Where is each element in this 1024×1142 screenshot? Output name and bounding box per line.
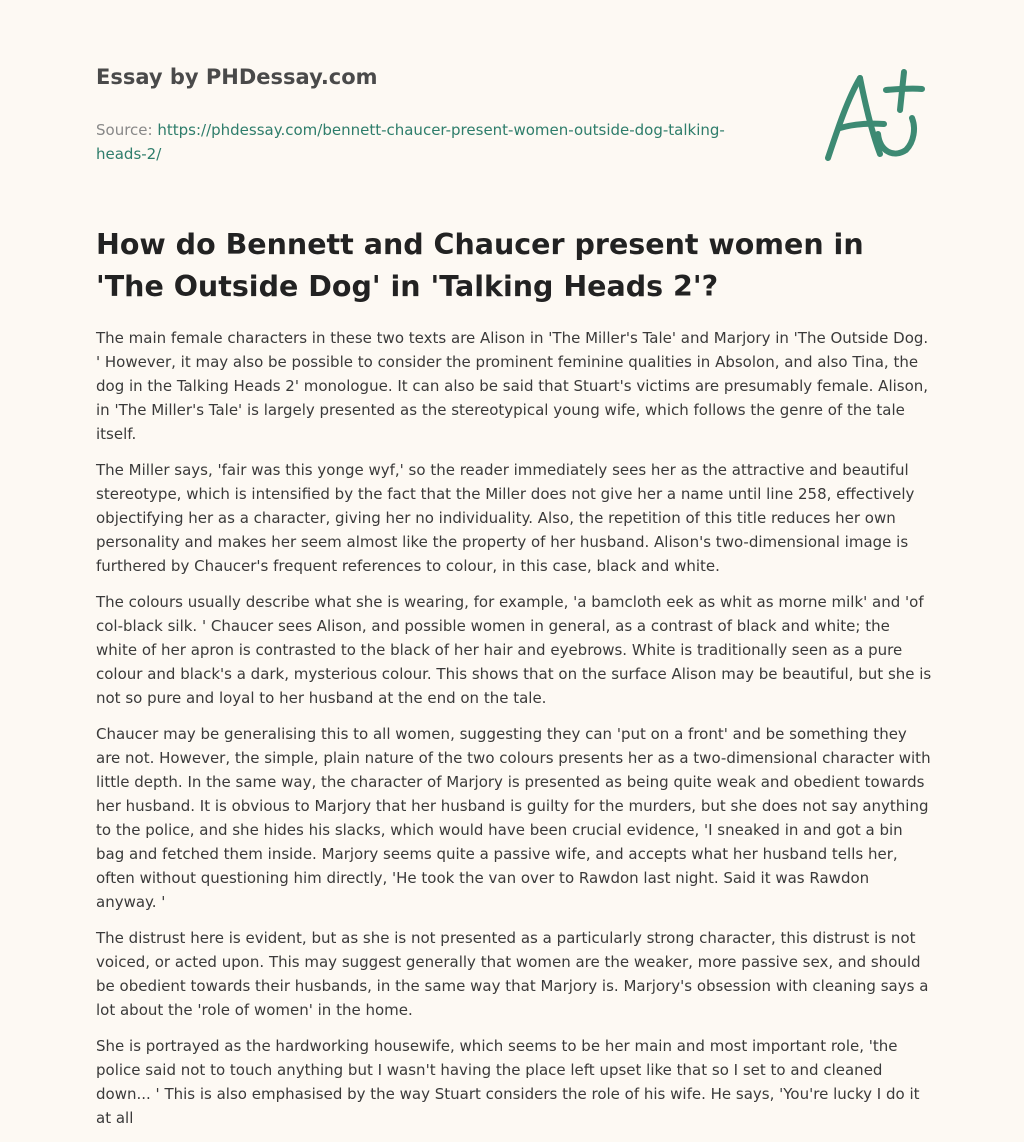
essay-paragraph: The main female characters in these two texts are Alison in 'The Miller's Tale' and Marjory in 'The Outside Dog. ' However, it may also be possible to consider the prominent feminine qualities in Absolon, and also Tina, the dog in the Talking Heads 2' monologue. It can also be said that Stuart's victims are presumably female. Alison, in 'The Miller's Tale' is largely presented as the stereotypical young wife, which follows the genre of the tale itself.	[96, 329, 929, 443]
essay-body	[96, 326, 932, 1142]
site-brand: Essay by PHDessay.com	[96, 65, 378, 89]
essay-title: How do Bennett and Chaucer present women in 'The Outside Dog' in 'Talking Heads 2'?	[96, 228, 864, 303]
essay-paragraph: The distrust here is evident, but as she is not presented as a particularly strong character, this distrust is not voiced, or acted upon. This may suggest generally that women are the weaker, more passive sex, and should be obedient towards their husbands, in the same way that Marjory is. Marjory's obsession with cleaning says a lot about the 'role of women' in the home.	[96, 929, 929, 1019]
source-line	[96, 118, 736, 166]
document-header	[96, 62, 736, 166]
essay-paragraph: She is portrayed as the hardworking housewife, which seems to be her main and most important role, 'the police said not to touch anything but I wasn't having the place left upset like that so I set to and cleaned down... ' This is also emphasised by the way Stuart considers the role of his wife. He says, 'You're lucky I do it at all	[96, 1037, 920, 1127]
essay-paragraph: The colours usually describe what she is wearing, for example, 'a bamcloth eek as whit as morne milk' and 'of col-black silk. ' Chaucer sees Alison, and possible women in general, as a contrast of black and white; the white of her apron is contrasted to the black of her hair and eyebrows. White is traditionally seen as a pure colour and black's a dark, mysterious colour. This shows that on the surface Alison may be beautiful, but she is not so pure and loyal to her husband at the end on the tale.	[96, 593, 932, 707]
a-plus-grade-icon	[818, 68, 930, 168]
essay-paragraph: The Miller says, 'fair was this yonge wyf,' so the reader immediately sees her as the attractive and beautiful stereotype, which is intensified by the fact that the Miller does not give her a name until line 258, effectively objectifying her as a character, giving her no individuality. Also, the repetition of this title reduces her own personality and makes her seem almost like the property of her husband. Alison's two-dimensional image is furthered by Chaucer's frequent references to colour, in this case, black and white.	[96, 461, 915, 575]
essay-paragraph: Chaucer may be generalising this to all women, suggesting they can 'put on a front' and be something they are not. However, the simple, plain nature of the two colours presents her as a two-dimensional character with little depth. In the same way, the character of Marjory is presented as being quite weak and obedient towards her husband. It is obvious to Marjory that her husband is guilty for the murders, but she does not say anything to the police, and she hides his slacks, which would have been crucial evidence, 'I sneaked in and got a bin bag and fetched them inside. Marjory seems quite a passive wife, and accepts what her husband tells her, often without questioning him directly, 'He took the van over to Rawdon last night. Said it was Rawdon anyway. '	[96, 725, 931, 911]
source-link[interactable]: https://phdessay.com/bennett-chaucer-present-women-outside-dog-talking-heads-2/	[96, 121, 725, 163]
source-label: Source:	[96, 121, 153, 139]
